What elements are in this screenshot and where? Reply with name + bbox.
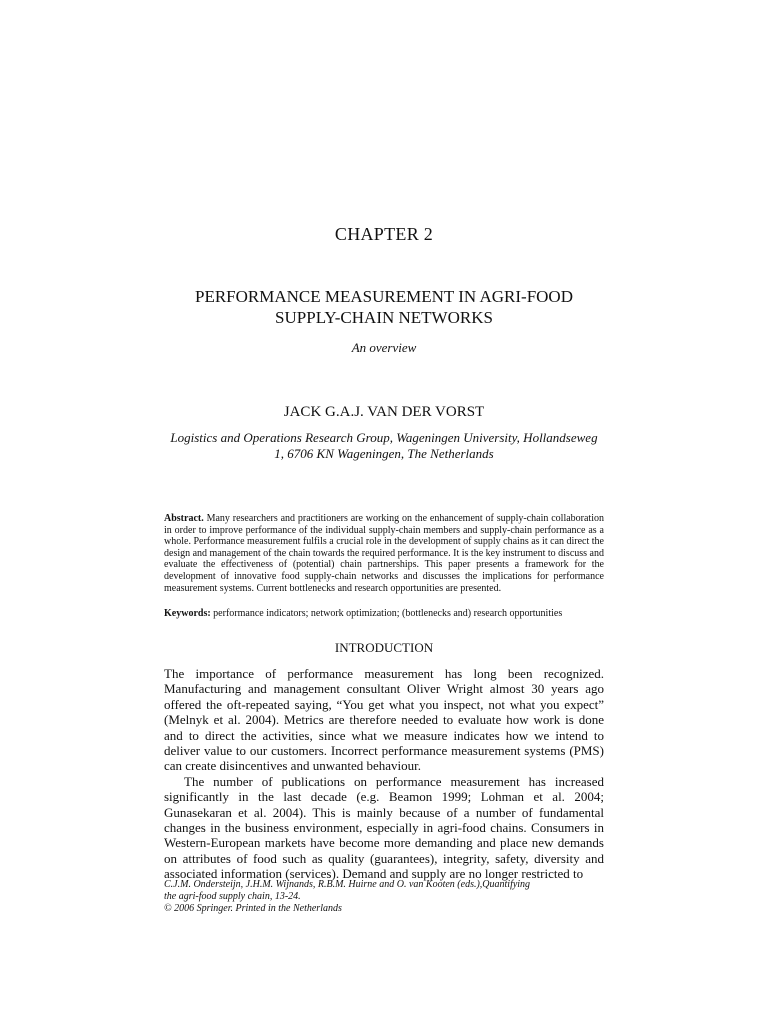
publication-footnote [164,879,604,915]
affiliation-line-1: Logistics and Operations Research Group, Wageningen University, Hollandseweg [170,430,598,445]
body-paragraph-2: The number of publications on performance measurement has increased significantly in the last decade (e.g. Beamon 1999; Lohman et al. 2004; Gunasekaran et al. 2004). This is mainly because of a number of fundamental changes in the business environment, especially in agri-food chains. Consumers in Western-European markets have become more demanding and place new demands on attributes of food such as quality (guarantees), integrity, safety, diversity and associated information (services). Demand and supply are no longer restricted to [164,773,604,882]
abstract-label: Abstract. [164,513,204,524]
section-heading-introduction: INTRODUCTION [334,640,434,655]
footnote-line-3: © 2006 Springer. Printed in the Netherlands [164,903,342,914]
abstract [164,513,604,594]
author-affiliation [150,430,618,462]
abstract-text: Many researchers and practitioners are working on the enhancement of supply-chain collaboration in order to improve performance of the individual supply-chain members and supply-chain performance as a whole. Performance measurement fulfils a crucial role in the development of supply chains as it can direct the design and management of the chain towards the required performance. It is the key instrument to discuss and evaluate the effectiveness of (potential) chain partnerships. This paper presents a framework for the development of innovative food supply-chain networks and discusses the implications for performance measurement systems. Current bottlenecks and research opportunities are presented. [164,513,604,594]
keywords-text: performance indicators; network optimization; (bottlenecks and) research opportunities [213,608,563,619]
body-text [164,666,604,882]
chapter-title [120,286,648,328]
chapter-title-line-2: SUPPLY-CHAIN NETWORKS [275,308,493,327]
chapter-subtitle: An overview [351,340,417,355]
footnote-line-1: C.J.M. Ondersteijn, J.H.M. Wijnands, R.B.M. Huirne and O. van Kooten (eds.),Quantifying [164,879,531,890]
keywords-label: Keywords: [164,608,211,619]
footnote-line-2: the agri-food supply chain, 13-24. [164,891,301,902]
body-paragraph-1: The importance of performance measurement has long been recognized. Manufacturing and management consultant Oliver Wright almost 30 years ago offered the oft-repeated saying, “You get what you inspect, not what you expect” (Melnyk et al. 2004). Metrics are therefore needed to evaluate how work is done and to direct the activities, since what we measure indicates how we intend to deliver value to our customers. Incorrect performance measurement systems (PMS) can create disincentives and unwanted behaviour. [164,666,604,774]
chapter-label: CHAPTER 2 [334,224,434,244]
keywords [164,608,604,620]
affiliation-line-2: 1, 6706 KN Wageningen, The Netherlands [274,446,494,461]
author-name: JACK G.A.J. VAN DER VORST [283,404,485,420]
chapter-title-line-1: PERFORMANCE MEASUREMENT IN AGRI-FOOD [195,287,573,306]
